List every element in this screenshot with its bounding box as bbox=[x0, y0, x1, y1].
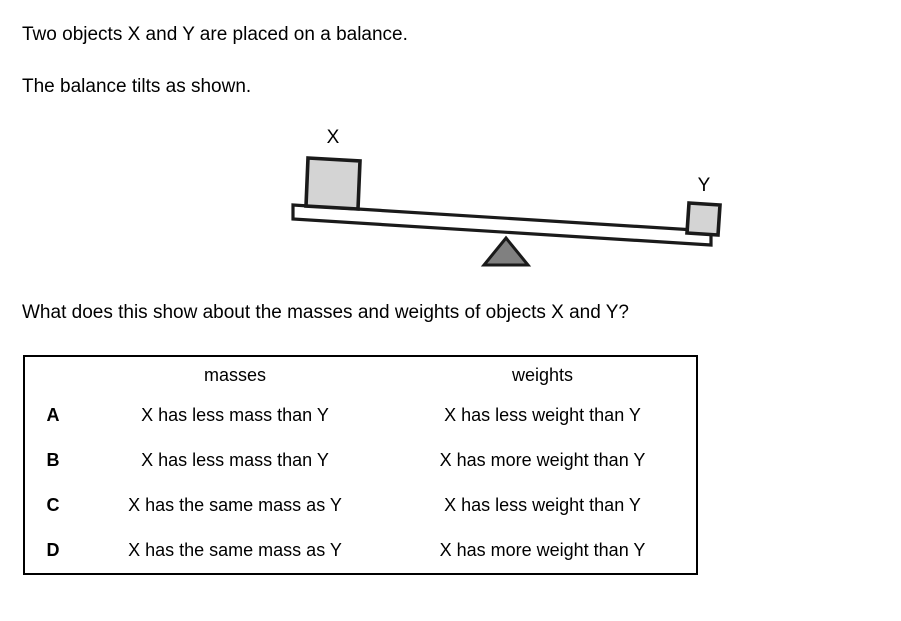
header-cell-blank bbox=[24, 356, 81, 393]
balance-diagram bbox=[280, 118, 750, 278]
question-prompt: What does this show about the masses and weights of objects X and Y? bbox=[22, 302, 629, 323]
option-label-a: A bbox=[24, 393, 81, 438]
object-y-label: Y bbox=[697, 175, 711, 196]
option-a-masses: X has less mass than Y bbox=[81, 393, 389, 438]
option-label-c: C bbox=[24, 483, 81, 528]
balance-beam bbox=[293, 205, 711, 245]
option-label-d: D bbox=[24, 528, 81, 574]
option-d-weights: X has more weight than Y bbox=[389, 528, 697, 574]
object-x-block bbox=[306, 158, 360, 209]
answer-options-table bbox=[23, 355, 698, 575]
header-cell-weights: weights bbox=[389, 356, 697, 393]
option-a-weights: X has less weight than Y bbox=[389, 393, 697, 438]
option-label-b: B bbox=[24, 438, 81, 483]
option-c-masses: X has the same mass as Y bbox=[81, 483, 389, 528]
header-cell-masses: masses bbox=[81, 356, 389, 393]
option-b-weights: X has more weight than Y bbox=[389, 438, 697, 483]
object-x-label: X bbox=[326, 127, 340, 148]
object-y-block bbox=[687, 203, 720, 235]
intro-line-1: Two objects X and Y are placed on a balance. bbox=[22, 24, 408, 45]
table-row[interactable] bbox=[24, 393, 697, 438]
table-row[interactable] bbox=[24, 438, 697, 483]
table-row[interactable] bbox=[24, 483, 697, 528]
option-c-weights: X has less weight than Y bbox=[389, 483, 697, 528]
intro-line-2: The balance tilts as shown. bbox=[22, 76, 252, 97]
option-d-masses: X has the same mass as Y bbox=[81, 528, 389, 574]
table-row[interactable] bbox=[24, 528, 697, 574]
table-header-row bbox=[24, 356, 697, 393]
fulcrum-triangle bbox=[484, 238, 528, 265]
option-b-masses: X has less mass than Y bbox=[81, 438, 389, 483]
